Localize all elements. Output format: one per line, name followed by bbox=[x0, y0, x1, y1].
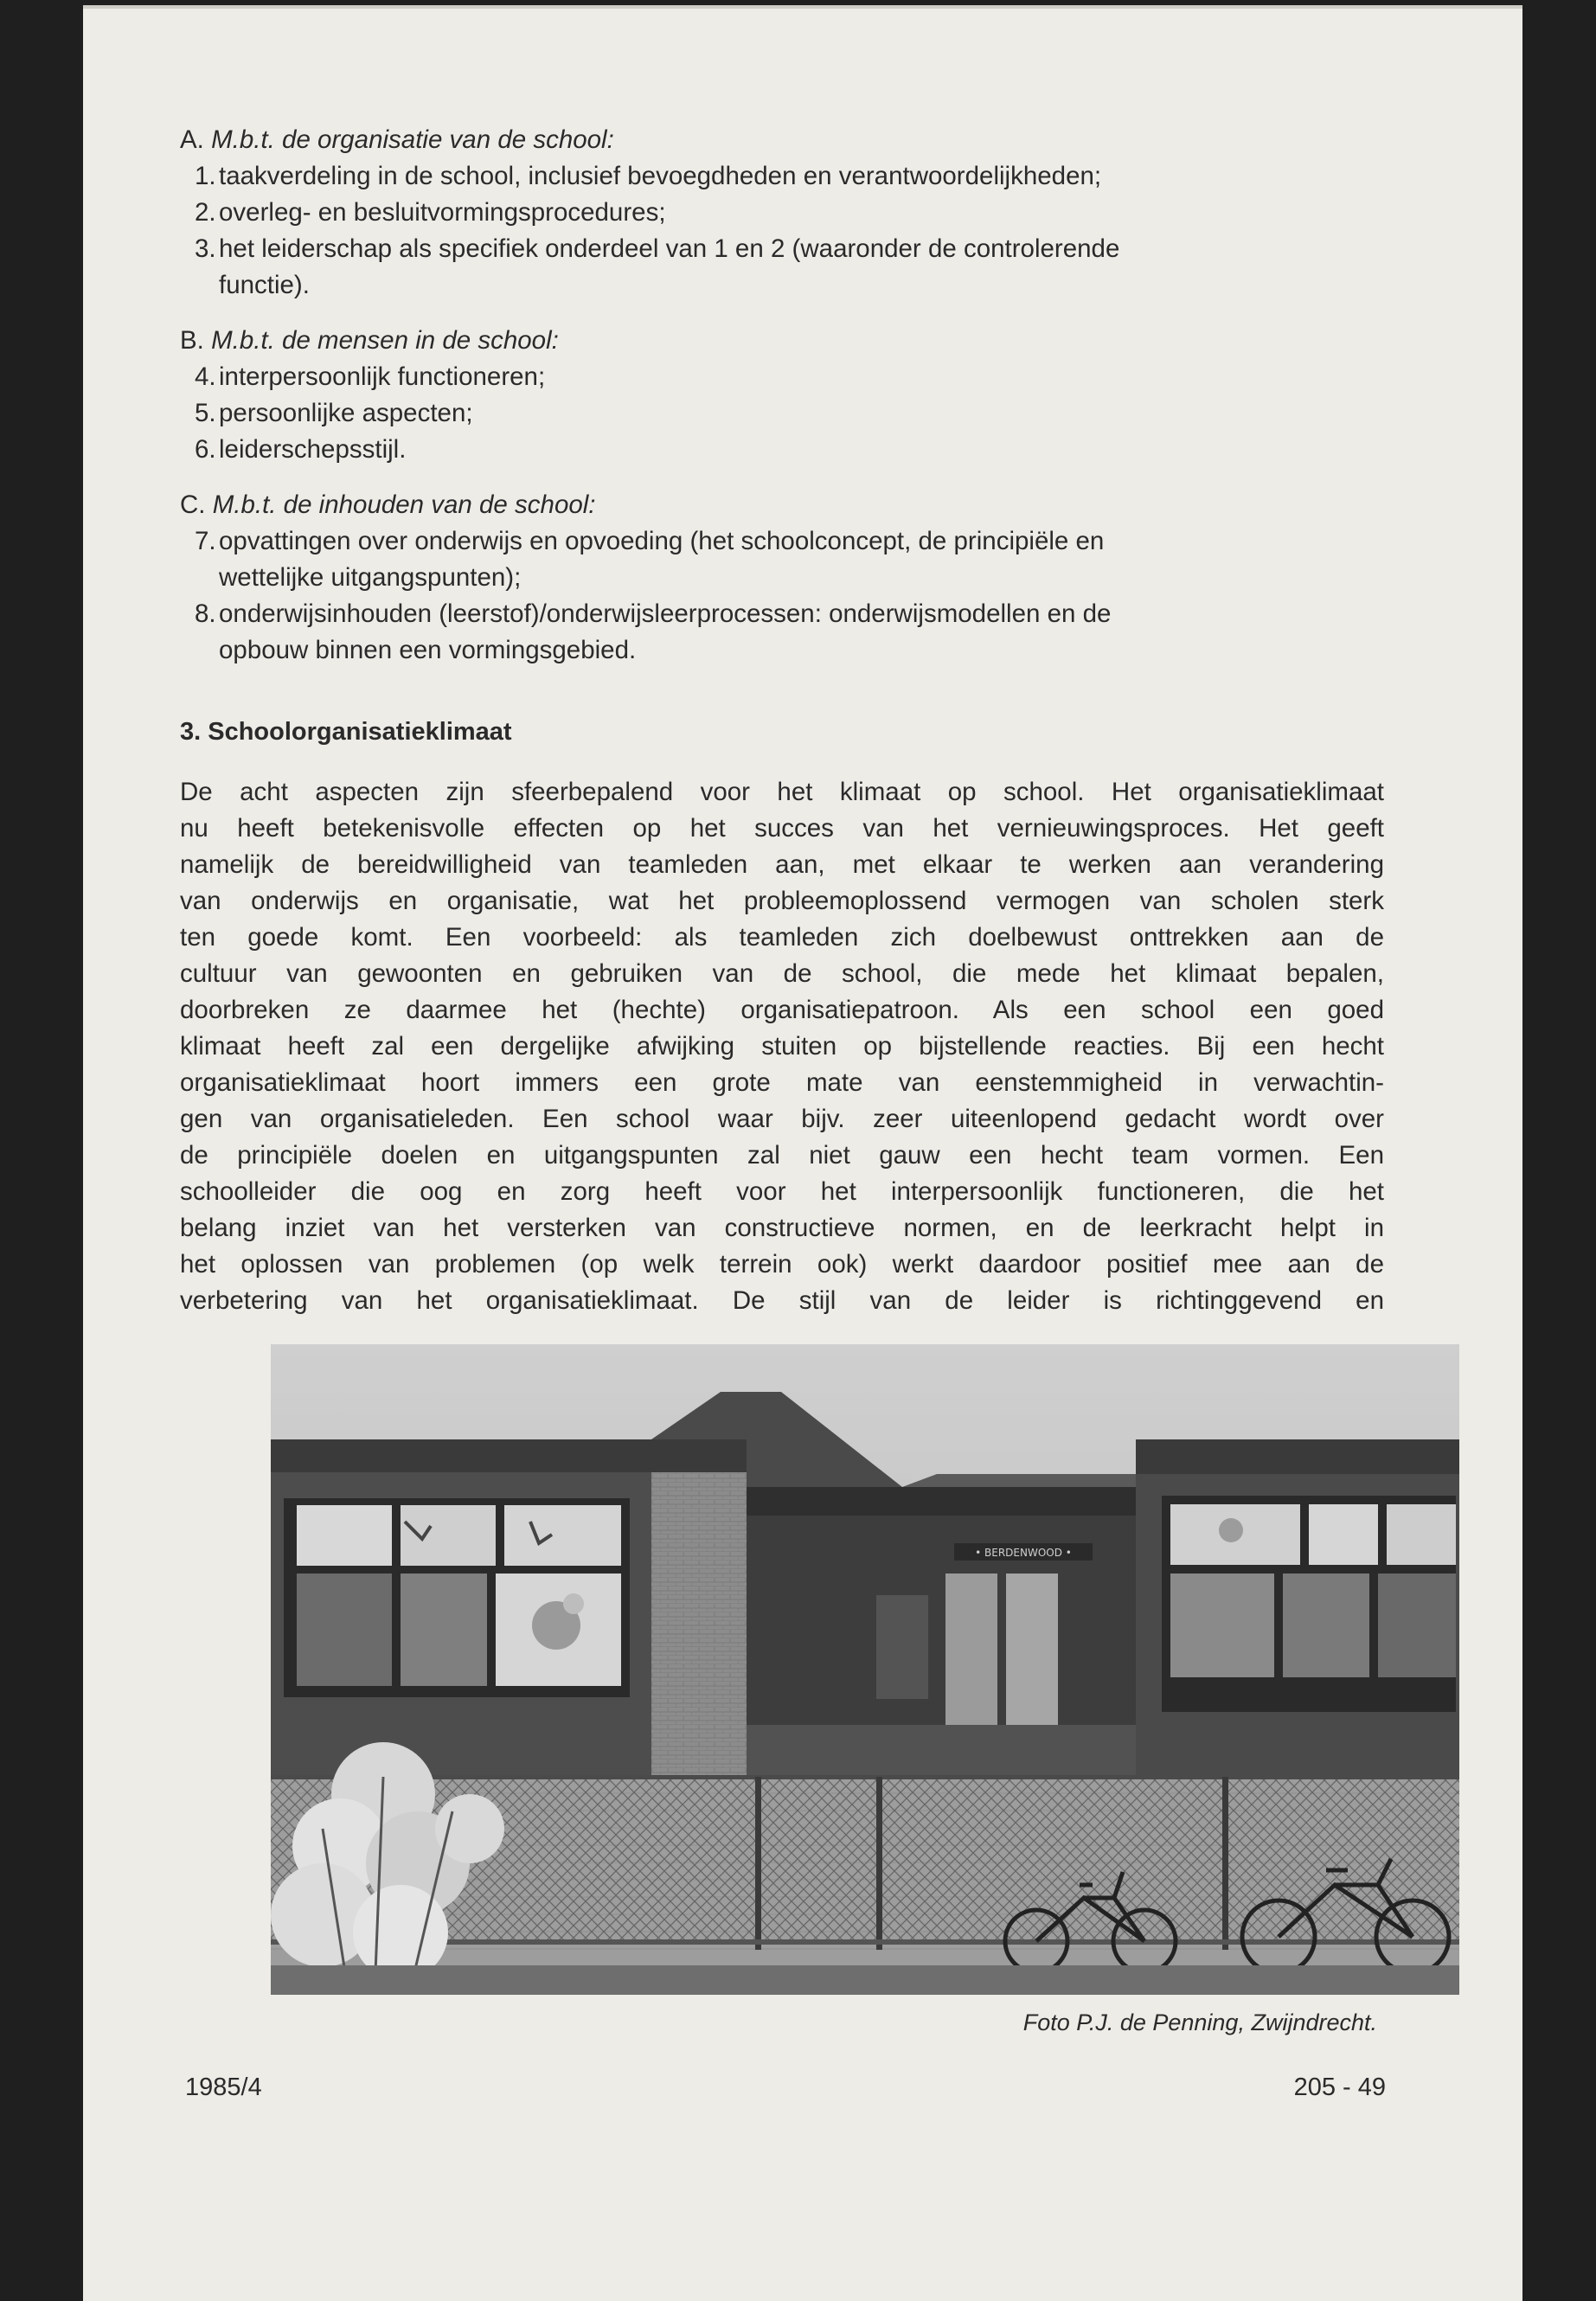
item-text: overleg- en besluitvormingsprocedures; bbox=[219, 198, 666, 227]
document-page bbox=[83, 5, 1522, 2301]
paragraph-line: organisatieklimaat hoort immers een grote mate van eenstemmigheid in verwachtin- bbox=[180, 1068, 1384, 1097]
left-roof-fascia bbox=[271, 1439, 747, 1472]
section-heading bbox=[180, 487, 1384, 523]
list-item bbox=[180, 359, 1384, 395]
list-item bbox=[180, 231, 1384, 304]
paragraph-line: de principiële doelen en uitgangspunten zal niet gauw een hecht team vormen. Een bbox=[180, 1141, 1384, 1170]
section-title: M.b.t. de mensen in de school: bbox=[211, 326, 559, 355]
item-text-continued: opbouw binnen een vormingsgebied. bbox=[219, 636, 637, 664]
item-number: 5. bbox=[195, 399, 216, 427]
paragraph-line: nu heeft betekenisvolle effecten op het succes van het vernieuwingsproces. Het geeft bbox=[180, 814, 1384, 843]
section-title: M.b.t. de organisatie van de school: bbox=[211, 125, 614, 154]
section-c bbox=[180, 487, 1384, 669]
item-number: 2. bbox=[195, 198, 216, 227]
right-roof-fascia bbox=[1136, 1439, 1459, 1474]
paragraph-line: cultuur van gewoonten en gebruiken van de school, die mede het klimaat bepalen, bbox=[180, 959, 1384, 988]
paragraph-line: belang inziet van het versterken van constructieve normen, en de leerkracht helpt in bbox=[180, 1214, 1384, 1242]
item-number: 8. bbox=[195, 599, 216, 628]
section-letter: A. bbox=[180, 125, 204, 154]
section-a bbox=[180, 122, 1384, 304]
list-item bbox=[180, 432, 1384, 468]
item-text-continued: wettelijke uitgangspunten); bbox=[219, 563, 522, 592]
item-number: 1. bbox=[195, 162, 216, 190]
item-number: 3. bbox=[195, 234, 216, 263]
paragraph-line: De acht aspecten zijn sfeerbepalend voor het klimaat op school. Het organisatieklimaat bbox=[180, 778, 1384, 806]
section-heading bbox=[180, 323, 1384, 359]
middle-fascia bbox=[747, 1487, 1136, 1516]
entrance-door bbox=[945, 1574, 997, 1734]
list-item bbox=[180, 158, 1384, 195]
paragraph-line: het oplossen van problemen (op welk terrein ook) werkt daardoor positief mee aan de bbox=[180, 1250, 1384, 1279]
item-text-continued: functie). bbox=[219, 271, 310, 299]
paragraph-line: doorbreken ze daarmee het (hechte) organisatiepatroon. Als een school een goed bbox=[180, 996, 1384, 1024]
text-body bbox=[180, 122, 1384, 1319]
section-heading bbox=[180, 122, 1384, 158]
issue-number: 1985/4 bbox=[185, 2073, 262, 2101]
item-text: taakverdeling in de school, inclusief bevoegdheden en verantwoordelijkheden; bbox=[219, 162, 1102, 190]
brick-pillar bbox=[651, 1472, 747, 1775]
item-text: onderwijsinhouden (leerstof)/onderwijsleerprocessen: onderwijsmodellen en de bbox=[219, 599, 1112, 628]
school-sign: • BERDENWOOD • bbox=[975, 1547, 1072, 1559]
item-text: interpersoonlijk functioneren; bbox=[219, 362, 546, 391]
item-text: opvattingen over onderwijs en opvoeding (het schoolconcept, de principiële en bbox=[219, 527, 1105, 555]
section-letter: B. bbox=[180, 326, 204, 355]
list-item bbox=[180, 395, 1384, 432]
section-title: M.b.t. de inhouden van de school: bbox=[212, 490, 596, 519]
item-text: leiderschepsstijl. bbox=[219, 435, 407, 464]
section-letter: C. bbox=[180, 490, 206, 519]
paragraph-line: klimaat heeft zal een dergelijke afwijking stuiten op bijstellende reacties. Bij een hecht bbox=[180, 1032, 1384, 1061]
section-b bbox=[180, 323, 1384, 468]
list-item bbox=[180, 596, 1384, 669]
list-item bbox=[180, 195, 1384, 231]
item-number: 6. bbox=[195, 435, 216, 464]
paragraph-line: schoolleider die oog en zorg heeft voor het interpersoonlijk functioneren, die het bbox=[180, 1177, 1384, 1206]
paragraph-line: gen van organisatieleden. Een school waar bijv. zeer uiteenlopend gedacht wordt over bbox=[180, 1105, 1384, 1133]
item-number: 4. bbox=[195, 362, 216, 391]
page-number: 205 - 49 bbox=[1293, 2073, 1386, 2101]
section-3-heading: 3. Schoolorganisatieklimaat bbox=[180, 718, 512, 746]
list-item bbox=[180, 523, 1384, 596]
item-number: 7. bbox=[195, 527, 216, 555]
item-text: persoonlijke aspecten; bbox=[219, 399, 473, 427]
paragraph-line: van onderwijs en organisatie, wat het probleemoplossend vermogen van scholen sterk bbox=[180, 887, 1384, 915]
item-text: het leiderschap als specifiek onderdeel van 1 en 2 (waaronder de controlerende bbox=[219, 234, 1120, 263]
paragraph-line: verbetering van het organisatieklimaat. De stijl van de leider is richtinggevend en bbox=[180, 1286, 1384, 1315]
paragraph-line: namelijk de bereidwilligheid van teamleden aan, met elkaar te werken aan verandering bbox=[180, 850, 1384, 879]
section-3-body bbox=[180, 774, 1384, 1319]
photo-caption: Foto P.J. de Penning, Zwijndrecht. bbox=[1022, 2009, 1377, 2035]
school-photo bbox=[271, 1344, 1459, 1995]
paragraph-line: ten goede komt. Een voorbeeld: als teamleden zich doelbewust onttrekken aan de bbox=[180, 923, 1384, 952]
